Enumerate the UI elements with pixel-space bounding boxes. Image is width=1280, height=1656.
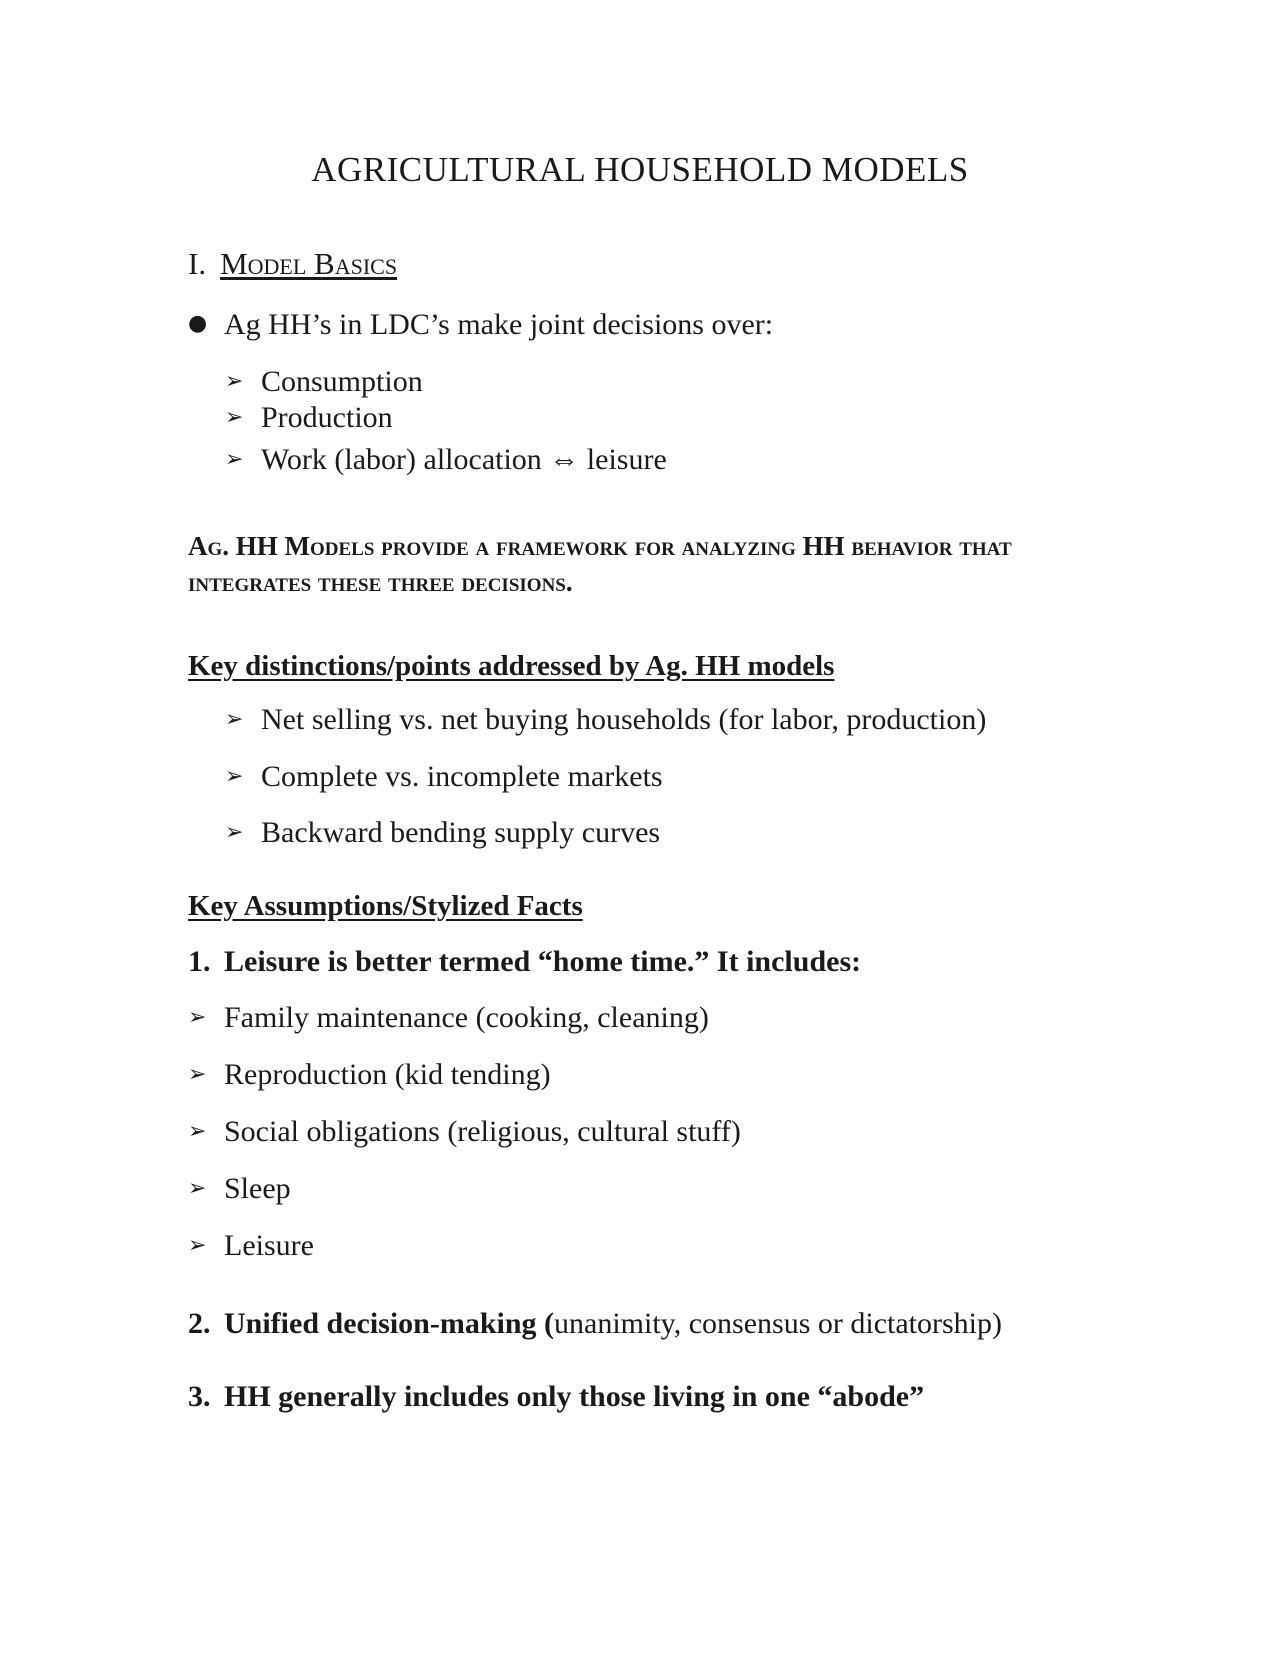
arrowhead-icon: ➢ xyxy=(188,1062,207,1087)
assumption-rest-text: unanimity, consensus or dictatorship) xyxy=(554,1307,1003,1340)
distinction-item xyxy=(225,818,660,848)
distinction-item xyxy=(225,705,986,735)
home-time-text: Family maintenance (cooking, cleaning) xyxy=(224,1001,709,1034)
decision-item xyxy=(225,445,667,475)
arrowhead-icon: ➢ xyxy=(225,447,244,472)
assumption-item-2 xyxy=(188,1307,1002,1341)
home-time-text: Leisure xyxy=(224,1229,314,1262)
distinction-item xyxy=(225,762,663,792)
assumption-item-3 xyxy=(188,1380,924,1414)
arrowhead-icon: ➢ xyxy=(225,707,244,732)
home-time-item xyxy=(188,1117,741,1147)
section-label: Model Basics xyxy=(220,246,398,281)
document-title: AGRICULTURAL HOUSEHOLD MODELS xyxy=(311,150,969,189)
distinction-text: Complete vs. incomplete markets xyxy=(261,760,663,793)
distinction-text: Backward bending supply curves xyxy=(261,816,661,849)
assumption-bold-text: Unified decision-making ( xyxy=(224,1307,555,1340)
home-time-text: Sleep xyxy=(224,1172,291,1205)
intro-bullet xyxy=(188,310,773,340)
framework-statement: Ag. HH Models provide a framework for analyzing HH behavior that integrates these three decisions. xyxy=(188,531,1012,597)
arrowhead-icon: ➢ xyxy=(225,820,244,845)
arrowhead-icon: ➢ xyxy=(188,1233,207,1258)
home-time-item xyxy=(188,1174,291,1204)
decision-text: Consumption xyxy=(261,365,423,398)
assumption-number: 1. xyxy=(188,945,211,978)
home-time-text: Social obligations (religious, cultural stuff) xyxy=(224,1115,741,1148)
section-number: I. xyxy=(188,246,207,281)
arrowhead-icon: ➢ xyxy=(188,1119,207,1144)
arrowhead-icon: ➢ xyxy=(225,369,244,394)
intro-bullet-text: Ag HH’s in LDC’s make joint decisions over: xyxy=(224,308,774,341)
arrowhead-icon: ➢ xyxy=(225,764,244,789)
decision-text: Work (labor) allocation ⇔ leisure xyxy=(261,443,667,476)
assumption-text: HH generally includes only those living in one “abode” xyxy=(224,1380,925,1413)
home-time-item xyxy=(188,1003,709,1033)
assumption-number: 2. xyxy=(188,1307,211,1340)
assumption-item-1 xyxy=(188,945,861,979)
home-time-item xyxy=(188,1231,314,1261)
decision-item xyxy=(225,403,393,433)
assumption-number: 3. xyxy=(188,1380,211,1413)
key-distinctions-heading: Key distinctions/points addressed by Ag. HH models xyxy=(188,650,835,682)
arrowhead-icon: ➢ xyxy=(188,1005,207,1030)
key-assumptions-heading: Key Assumptions/Stylized Facts xyxy=(188,890,583,922)
decision-item xyxy=(225,367,423,397)
bullet-icon: ● xyxy=(188,311,208,336)
home-time-item xyxy=(188,1060,551,1090)
decision-text: Production xyxy=(261,401,393,434)
home-time-text: Reproduction (kid tending) xyxy=(224,1058,551,1091)
assumption-text: Leisure is better termed “home time.” It includes: xyxy=(224,945,862,978)
distinction-text: Net selling vs. net buying households (for labor, production) xyxy=(261,703,987,736)
section-heading xyxy=(188,246,397,282)
arrowhead-icon: ➢ xyxy=(225,405,244,430)
arrowhead-icon: ➢ xyxy=(188,1176,207,1201)
